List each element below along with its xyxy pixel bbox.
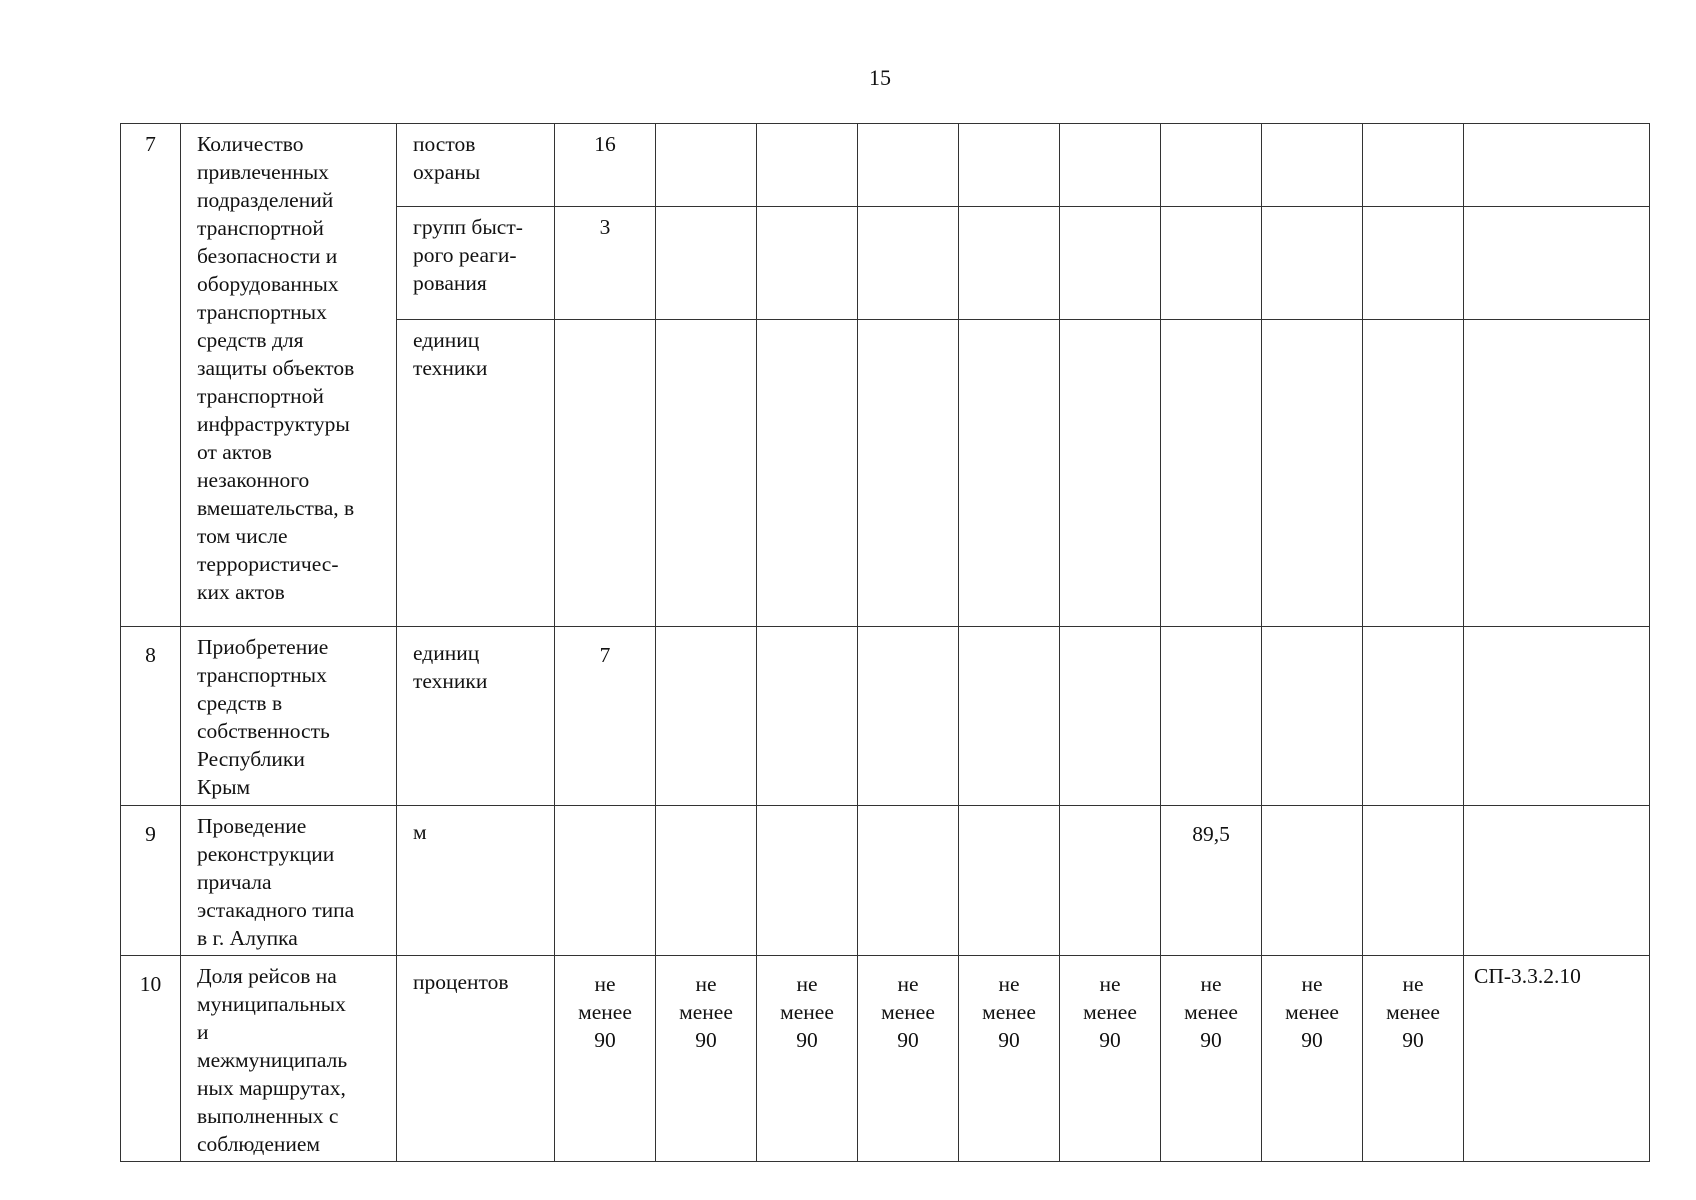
value-cell: [757, 806, 858, 956]
row-number: [121, 806, 181, 956]
unit-cell: [397, 207, 555, 320]
value-cell: [858, 207, 959, 320]
value-cell: [1161, 207, 1262, 320]
value-text: не менее 90: [780, 972, 834, 1052]
value-cell: [1161, 124, 1262, 207]
value-cell: [1060, 806, 1161, 956]
value-cell: [555, 806, 656, 956]
value-cell: [757, 207, 858, 320]
value-text: не менее 90: [881, 972, 935, 1052]
value-text: не менее 90: [1285, 972, 1339, 1052]
value-cell: [656, 124, 757, 207]
value-text: 3: [599, 215, 611, 239]
value-cell: [1060, 207, 1161, 320]
code-text: СП-3.3.2.10: [1474, 964, 1581, 988]
unit-cell: [397, 956, 555, 1162]
value-text: не менее 90: [1184, 972, 1238, 1052]
value-cell: [1363, 320, 1464, 627]
value-cell: [1363, 207, 1464, 320]
row-number-text: 9: [145, 822, 156, 846]
unit-cell: [397, 627, 555, 806]
row-number: [121, 627, 181, 806]
unit-text: единиц техники: [413, 641, 488, 693]
value-cell: [959, 124, 1060, 207]
value-cell: [555, 320, 656, 627]
code-cell: [1464, 124, 1650, 207]
value-cell: [1363, 956, 1464, 1162]
table-row: [121, 956, 1650, 1162]
value-cell: [757, 320, 858, 627]
code-cell: [1464, 207, 1650, 320]
value-cell: [656, 956, 757, 1162]
value-cell: [959, 320, 1060, 627]
value-cell: [1060, 124, 1161, 207]
value-cell: [656, 207, 757, 320]
table-row: [121, 806, 1650, 956]
unit-text: единиц техники: [413, 328, 488, 380]
value-cell: [1060, 320, 1161, 627]
value-cell: [555, 627, 656, 806]
value-text: не менее 90: [1083, 972, 1137, 1052]
value-cell: [656, 320, 757, 627]
unit-cell: [397, 320, 555, 627]
value-cell: [1060, 956, 1161, 1162]
value-cell: [1262, 627, 1363, 806]
value-cell: [1262, 207, 1363, 320]
value-cell: [959, 956, 1060, 1162]
code-cell: [1464, 320, 1650, 627]
value-cell: [555, 207, 656, 320]
table-row: [121, 124, 1650, 207]
code-cell: [1464, 627, 1650, 806]
value-cell: [1060, 627, 1161, 806]
indicator-name-text: Доля рейсов на муниципальных и межмуниципаль ных маршрутах, выполненных с соблюдением: [197, 964, 348, 1156]
value-text: не менее 90: [1386, 972, 1440, 1052]
row-number-text: 8: [145, 643, 156, 667]
value-text: не менее 90: [982, 972, 1036, 1052]
value-text: не менее 90: [679, 972, 733, 1052]
value-cell: [959, 207, 1060, 320]
indicator-name: [181, 124, 397, 627]
value-cell: [555, 956, 656, 1162]
value-cell: [1262, 956, 1363, 1162]
page-number: 15: [869, 65, 891, 90]
indicators-table: [120, 123, 1650, 1162]
value-text: 89,5: [1192, 822, 1230, 846]
value-cell: [1161, 956, 1262, 1162]
value-text: не менее 90: [578, 972, 632, 1052]
row-number: [121, 956, 181, 1162]
value-cell: [1262, 124, 1363, 207]
value-cell: [1161, 806, 1262, 956]
indicator-name-text: Проведение реконструкции причала эстакадного типа в г. Алупка: [197, 814, 355, 950]
value-cell: [858, 124, 959, 207]
indicator-name: [181, 956, 397, 1162]
value-cell: [1262, 806, 1363, 956]
unit-cell: [397, 124, 555, 207]
unit-cell: [397, 806, 555, 956]
unit-text: м: [413, 820, 427, 844]
unit-text: процентов: [413, 970, 509, 994]
value-cell: [959, 806, 1060, 956]
indicator-name: [181, 806, 397, 956]
value-text: 7: [599, 643, 611, 667]
value-cell: [757, 627, 858, 806]
value-cell: [1161, 627, 1262, 806]
value-cell: [656, 806, 757, 956]
value-cell: [1363, 124, 1464, 207]
code-cell: [1464, 956, 1650, 1162]
table-row: [121, 627, 1650, 806]
value-cell: [1161, 320, 1262, 627]
value-cell: [858, 956, 959, 1162]
row-number: [121, 124, 181, 627]
value-cell: [1363, 806, 1464, 956]
value-cell: [757, 956, 858, 1162]
value-cell: [656, 627, 757, 806]
unit-text: постов охраны: [413, 132, 481, 184]
indicator-name-text: Количество привлеченных подразделений транспортной безопасности и оборудованных транспортных средств для защиты объектов транспортной инфраструктуры от актов незаконного вмешательства, в том числе террористичес- ких актов: [197, 132, 355, 604]
value-text: 16: [594, 132, 616, 156]
value-cell: [757, 124, 858, 207]
indicator-name-text: Приобретение транспортных средств в собственность Республики Крым: [197, 635, 330, 799]
indicator-name: [181, 627, 397, 806]
value-cell: [858, 320, 959, 627]
row-number-text: 10: [139, 972, 162, 996]
row-number-text: 7: [145, 132, 156, 156]
value-cell: [1262, 320, 1363, 627]
value-cell: [1363, 627, 1464, 806]
value-cell: [858, 627, 959, 806]
unit-text: групп быст- рого реаги- рования: [413, 215, 523, 295]
code-cell: [1464, 806, 1650, 956]
value-cell: [858, 806, 959, 956]
value-cell: [555, 124, 656, 207]
value-cell: [959, 627, 1060, 806]
